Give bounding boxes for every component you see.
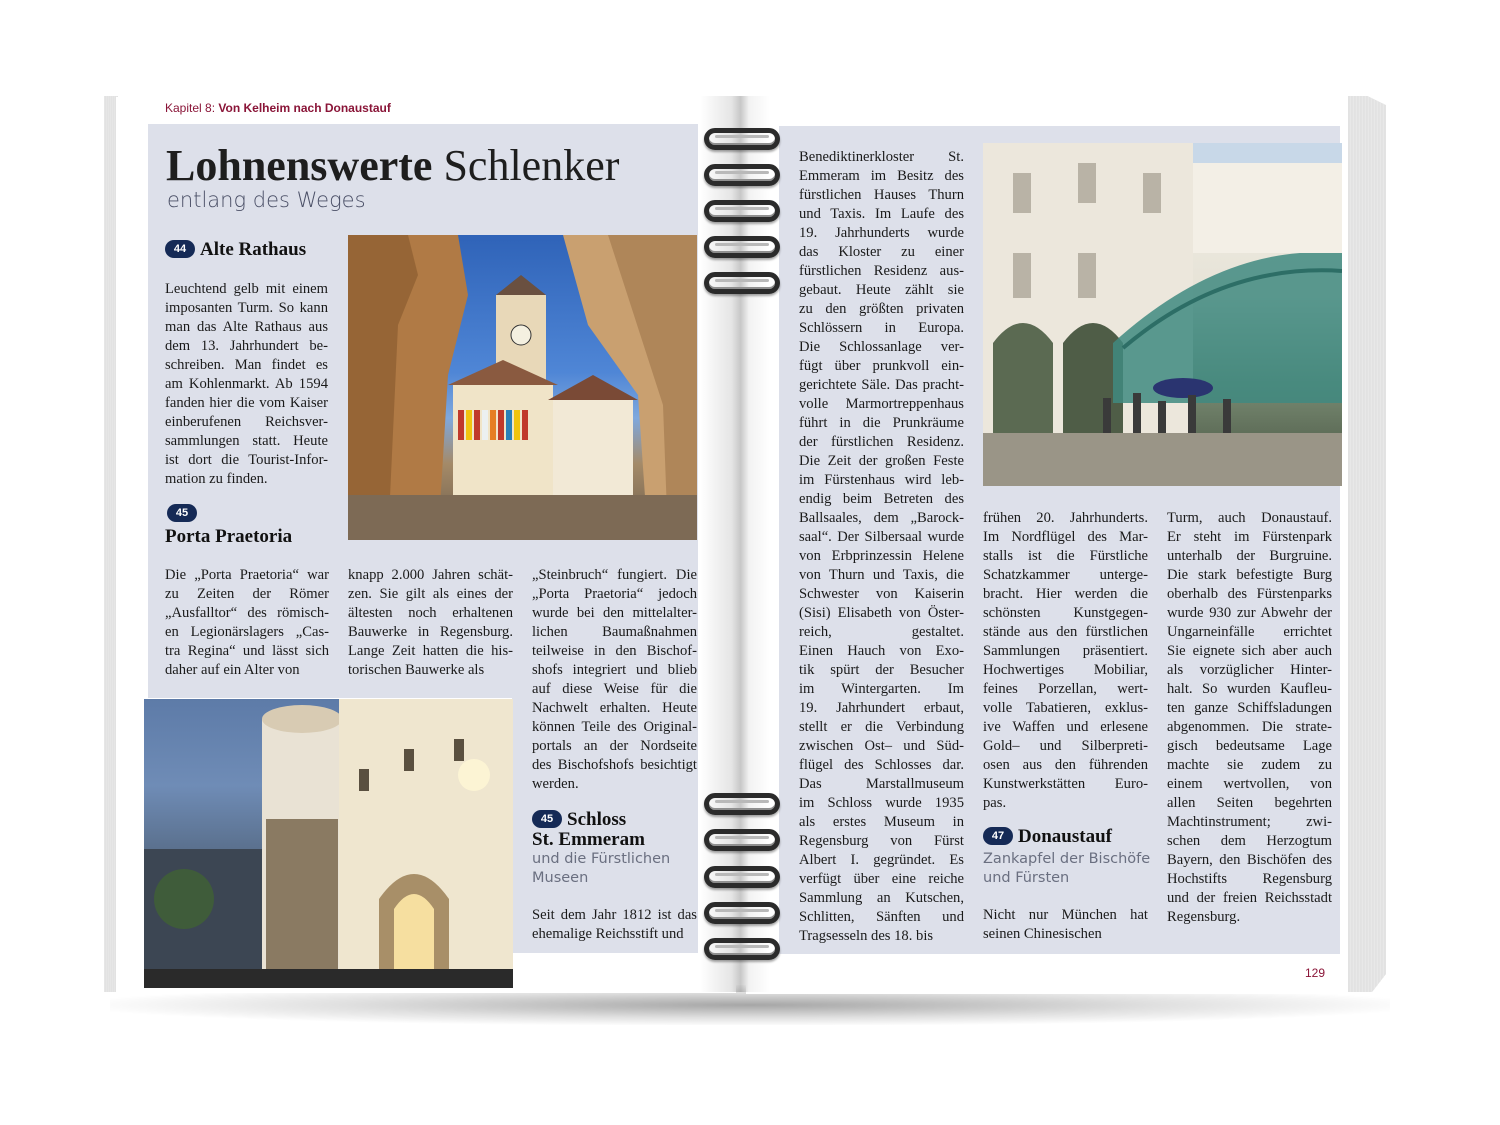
spiral-ring [704,200,780,222]
subheading-line1: Zankapfel der Bischöfe [983,851,1151,867]
text-line: Schlitten, Sänften und [799,909,964,925]
text-line: Leuchtend gelb mit einem [165,281,328,297]
text-line: bracht. Hier werden die [983,586,1148,602]
page-title-regular: Schlenker [443,141,620,190]
text-line: allen Seiten begehrten [1167,795,1332,811]
text-line: „Steinbruch“ fungiert. Die [532,567,697,583]
text-line: Die Zeit der großen Feste [799,453,964,469]
text-line: Emmeram im Besitz des [799,168,964,184]
text-line: am Kohlenmarkt. Ab 1594 [165,376,328,392]
text-line: (Sisi) Elisabeth von Öster- [799,605,964,621]
section-number-badge: 47 [983,827,1013,845]
text-line: en Legionärslagers „Cas- [165,624,329,640]
spiral-ring [704,866,780,888]
text-line: einem wertvollen, von [1167,776,1332,792]
text-line: gebaut. Heute zählt sie [799,282,964,298]
text-line: machte sie zudem zu [1167,757,1332,773]
text-line: man das Alte Rathaus aus [165,319,328,335]
chapter-label: Kapitel 8: [165,101,216,115]
section-text-alte-rathaus [165,280,328,489]
text-line: Sammlungen präsentiert. [983,643,1148,659]
section-heading-line1: Schloss [567,809,627,830]
section-heading-text: Alte Rathaus [200,239,307,260]
text-line: Nicht nur München hat [983,907,1148,923]
text-line: gisch bedeutsame Lage [1167,738,1332,754]
spiral-ring [704,829,780,851]
section-heading-text: Porta Praetoria [165,526,293,547]
text-line: sammlungen statt. Heute [165,433,328,449]
chapter-header [165,101,391,115]
spiral-ring [704,236,780,258]
text-line: tik spürt der Besucher [799,662,964,678]
text-line: Hochwertiges Mobiliar, [983,662,1148,678]
section-heading-line2: St. Emmeram [532,829,645,850]
text-line: portals an der Nordseite [532,738,697,754]
text-line: von Erbprinzessin Helene [799,548,964,564]
text-line: osen aus den führenden [983,757,1148,773]
section-number-badge: 45 [167,504,197,522]
section-text-porta-col1 [165,566,329,680]
text-line: Einen Hauch von Exo- [799,643,964,659]
text-line: als vorzüglicher Hinter- [1167,662,1332,678]
text-line: frühen 20. Jahrhunderts. [983,510,1148,526]
text-line: „Ausfalltor“ des römisch- [165,605,329,621]
text-line: feines Porzellan, wert- [983,681,1148,697]
section-text-porta-col3 [532,566,697,794]
text-line: ten ganze Schiffsladungen [1167,700,1332,716]
text-line: gerichtete Säle. Das pracht- [799,377,964,393]
right-text-col1 [799,148,964,946]
book-gutter [700,96,770,992]
section-heading-text: Donaustauf [1018,826,1112,847]
subheading-line1: und die Fürstlichen [532,851,671,867]
text-line: Ballsaales, dem „Barock- [799,510,964,526]
section-number-badge: 45 [532,810,562,828]
text-line: knapp 2.000 Jahren schät- [348,567,513,583]
text-line: 19. Jahrhundert erbaut, [799,700,964,716]
photo-alte-rathaus-illustration [348,235,697,540]
text-line: werden. [532,776,579,792]
text-line: abgenommen. Die strate- [1167,719,1332,735]
text-line: Hochstifts Regensburg [1167,871,1332,887]
text-line: Schlössern in Europa. [799,320,964,336]
text-line: Albert I. gegründet. Es [799,852,964,868]
text-line: fürstlichen Residenz aus- [799,263,964,279]
text-line: seinen Chinesischen [983,926,1102,942]
section-subheading-schloss [532,850,670,888]
section-heading-schloss-st-emmeram [532,810,645,850]
text-line: saal“. Der Silbersaal wurde [799,529,964,545]
text-line: Gold– und Silberpreti- [983,738,1148,754]
text-line: Turm, auch Donaustauf. [1167,510,1332,526]
page-number: 129 [1305,966,1326,980]
text-line: führt in die Prunkräume [799,415,964,431]
spiral-ring [704,793,780,815]
text-line: schreiben. Man findet es [165,357,328,373]
right-text-col2 [983,509,1148,813]
text-line: und der freien Reichsstadt [1167,890,1332,906]
text-line: volle Tabatieren, exklus- [983,700,1148,716]
text-line: fürstlichen Hauses Thurn [799,187,964,203]
text-line: im Schloss wurde 1935 [799,795,964,811]
spiral-ring [704,272,780,294]
text-line: Kunstwerkstätten Euro- [983,776,1148,792]
text-line: flügel des Schlosses dar. [799,757,964,773]
subheading-line2: und Fürsten [983,870,1070,886]
text-line: zwischen Ost– und Süd- [799,738,964,754]
text-line: von Thurn und Taxis, die [799,567,964,583]
text-line: schönsten Kunstgegen- [983,605,1148,621]
text-line: stalls ist die Fürstliche [983,548,1148,564]
text-line: Schatzkammer unterge- [983,567,1148,583]
text-line: Regensburg von Fürst [799,833,964,849]
text-line: als erstes Museum in [799,814,964,830]
text-line: zen. Sie gilt als eines der [348,586,513,602]
text-line: Die Schlossanlage ver- [799,339,964,355]
text-line: ist dort die Tourist-Infor- [165,452,328,468]
page-title [166,140,619,191]
text-line: wurde 930 zur Abwehr der [1167,605,1332,621]
text-line: Schwester von Kaiserin [799,586,964,602]
text-line: schen dem Herzogtum [1167,833,1332,849]
section-heading-alte-rathaus [165,239,306,261]
section-heading-porta-praetoria [165,506,292,548]
text-line: Machtinstrument; zwi- [1167,814,1332,830]
text-line: stellt er die Verbindung [799,719,964,735]
spiral-ring [704,938,780,960]
text-line: verfügt über eine reiche [799,871,964,887]
text-line: Sammlung an Kutschen, [799,890,964,906]
right-text-col3 [1167,509,1332,927]
text-line: ive Waffen und erlesene [983,719,1148,735]
text-line: unterhalb der Burgruine. [1167,548,1332,564]
text-line: auf diese Weise für die [532,681,697,697]
text-line: imposanten Turm. So kann [165,300,328,316]
text-line: Bayern, den Bischöfen des [1167,852,1332,868]
text-line: ehemalige Reichsstift und [532,926,684,942]
photo-schloss-st-emmeram [983,143,1342,486]
text-line: Regensburg. [1167,909,1241,925]
text-line: Bauwerke in Regensburg. [348,624,513,640]
text-line: zu den größten privaten [799,301,964,317]
photo-porta-praetoria [144,699,513,988]
text-line: reich, gestaltet. [799,624,964,640]
text-line: einberufenen Reichsver- [165,414,328,430]
photo-alte-rathaus [348,235,697,540]
text-line: stände aus den fürstlichen [983,624,1148,640]
photo-schloss-illustration [983,143,1342,486]
text-line: tra Regina“ und lässt sich [165,643,329,659]
text-line: und Taxis. Im Laufe des [799,206,964,222]
text-line: Ungarneinfälle errichtet [1167,624,1332,640]
text-line: mation zu finden. [165,471,268,487]
section-heading-donaustauf [983,826,1112,848]
text-line: Benediktinerkloster St. [799,149,964,165]
text-line: im Fürstenhaus wird leb- [799,472,964,488]
text-line: ältesten noch erhaltenen [348,605,513,621]
text-line: wurde bei den mittelalter- [532,605,697,621]
text-line: daher auf ein Alter von [165,662,300,678]
section-text-schloss [532,906,697,944]
section-text-porta-col2 [348,566,513,680]
text-line: endig beim Betreten des [799,491,964,507]
text-line: Im Nordflügel des Mar- [983,529,1148,545]
text-line: lichen Baumaßnahmen [532,624,697,640]
text-line: Sie eignete sich aber auch [1167,643,1332,659]
text-line: der fürstlichen Residenz. [799,434,964,450]
page-title-bold: Lohnenswerte [166,141,433,190]
spiral-ring [704,164,780,186]
text-line: Seit dem Jahr 1812 ist das [532,907,697,923]
text-line: fanden hier die vom Kaiser [165,395,328,411]
text-line: Er steht im Fürstenpark [1167,529,1332,545]
text-line: halt. So wurden Kaufleu- [1167,681,1332,697]
text-line: Die stark befestigte Burg [1167,567,1332,583]
text-line: shofs integriert und blieb [532,662,697,678]
text-line: volle Marmortreppenhaus [799,396,964,412]
text-line: „Porta Praetoria“ jedoch [532,586,697,602]
text-line: Die „Porta Praetoria“ war [165,567,329,583]
section-number-badge: 44 [165,240,195,258]
text-line: Lange Zeit hatten die his- [348,643,513,659]
text-line: torischen Bauwerke als [348,662,485,678]
text-line: Nachwelt erhalten. Heute [532,700,697,716]
text-line: 19. Jahrhunderts wurde [799,225,964,241]
chapter-title: Von Kelheim nach Donaustauf [218,101,391,115]
text-line: das Kloster zu einer [799,244,964,260]
text-line: können Teile des Original- [532,719,697,735]
text-line: Tragsesseln des 18. bis [799,928,934,944]
text-line: dem 13. Jahrhundert be- [165,338,328,354]
text-line: im Wintergarten. Im [799,681,964,697]
spiral-ring [704,902,780,924]
text-line: fügt über prunkvoll ein- [799,358,964,374]
section-subheading-donaustauf [983,850,1150,888]
page-subtitle: entlang des Weges [167,188,366,212]
text-line: des Bischofshofs besichtigt [532,757,697,773]
photo-porta-praetoria-illustration [144,699,513,988]
text-line: zu Zeiten der Römer [165,586,329,602]
text-line: oberhalb des Fürstenparks [1167,586,1332,602]
subheading-line2: Museen [532,870,589,886]
spiral-ring [704,128,780,150]
text-line: teilweise in den Bischof- [532,643,697,659]
text-line: pas. [983,795,1007,811]
text-line: Das Marstallmuseum [799,776,964,792]
section-text-donaustauf [983,906,1148,944]
